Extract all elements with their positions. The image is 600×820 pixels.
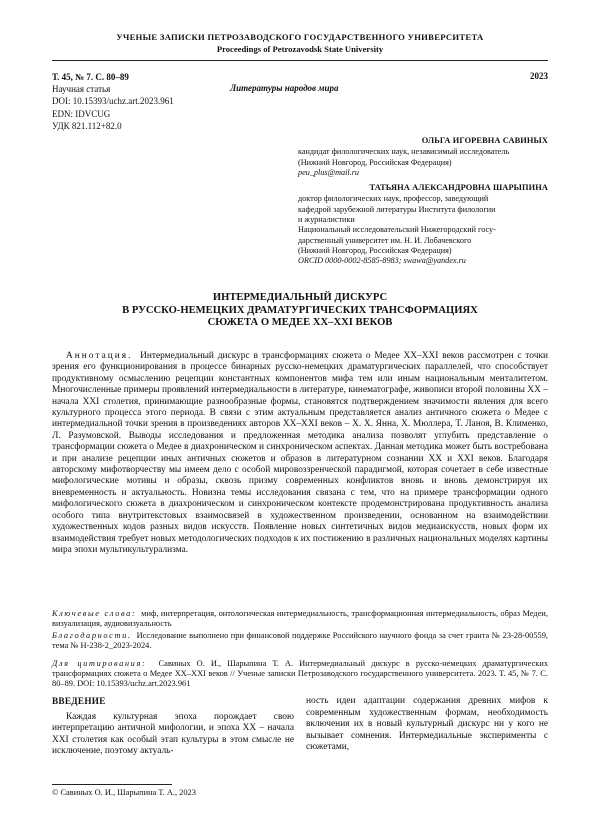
acknowledgments-text: Исследование выполнено при финансовой поддержке Российского научного фонда за счет гранта № 23-28-00559, тема № Н-238-2_2023-2024. <box>52 631 549 651</box>
abstract-text: Интермедиальный дискурс в трансформациях сюжета о Медее XX–XXI веков рассмотрен с точки зрения его функционирования в процессе бинарных русско-немецких драматургических параллелей, что способствует продуктивному осмыслению рецепции константных компонентов мифа тем или иным национальным менталитетом. Многочисленные примеры проявлений интермедиальности в литературе, кинематографе, живописи второй половины XX – начала XXI столетия, принимающие разнообразные формы, становятся подтверждением значимости явления для всего культурного процесса этого периода. В связи с этим актуальным представляется анализ античного сюжета о Медее с интермедиальной точки зрения в произведениях авторов XX–XXI веков – Х. Х. Янна, Х. Мюллера, Т. Ланоя, В. Клименко, Л. Разумовской. Выводы исследования и предложенная методика анализа позволят углубить представление о трансформации сюжета о Медее в диахроническом и синхроническом аспектах. Данная методика может быть востребована и при анализе рецепции иных античных сюжетов и образов в литературном сознании XX и XXI веков. Благодаря авторскому мифотворчеству мы имеем дело с особой мировоззренческой парадигмой, которая сочетает в себе известные мифологические мотивы и образы, сквозь призму современных конфликтов вновь и вновь демонстрируя их вневременность и актуальность. Новизна темы исследования связана с тем, что на примере трансформации одного мифологического сюжета в диахроническом и синхроническом контексте продемонстрирована продуктивность анализа особого типа внутритекстовых взаимосвязей в художественном произведении, основанном на взаимодействии художественных кодов разных видов искусств. Появление новых синтетичных видов медиаискусств, новых форм их взаимодействия требует новых методологических подходов к их постижению в различных национальных моделях картины мира эпохи мультикультурализма. <box>52 351 548 555</box>
citation-label: Для цитирования: <box>52 659 147 668</box>
abstract <box>52 351 548 556</box>
journal-title-en: Proceedings of Petrozavodsk State University <box>216 44 384 54</box>
intro-heading: ВВЕДЕНИЕ <box>52 696 106 706</box>
author-affiliation <box>298 147 548 178</box>
article-type: Научная статья <box>52 84 111 95</box>
keywords <box>52 609 548 629</box>
author-name: ОЛЬГА ИГОРЕВНА САВИНЫХ <box>421 136 548 145</box>
abstract-label: Аннотация. <box>66 351 133 361</box>
author-name: ТАТЬЯНА АЛЕКСАНДРОВНА ШАРЫПИНА <box>369 183 548 193</box>
header-divider <box>52 60 548 61</box>
affiliation-line: и журналистики <box>298 215 355 225</box>
keywords-text: миф, интерпретация, онтологическая интермедиальность, трансформационная интермедиальность, образ Медеи, визуализация, аудиовизуальность <box>52 609 548 629</box>
udk: УДК 821.112+82.0 <box>52 120 122 131</box>
intro-column-right <box>306 696 548 754</box>
year: 2023 <box>530 71 548 81</box>
affiliation-line: доктор филологических наук, профессор, заведующий <box>298 194 489 204</box>
article-meta <box>52 71 174 132</box>
affiliation-line: дарственный университет им. Н. И. Лобачевского <box>298 235 472 245</box>
keywords-label: Ключевые слова: <box>52 609 137 618</box>
journal-section: Литературы народов мира <box>230 83 339 93</box>
article-title <box>52 292 548 330</box>
citation-text: Савиных О. И., Шарыпина Т. А. Интермедиальный дискурс в русско-немецких драматургических трансформациях сюжета о Медее XX–XXI веков // Ученые записки Петрозаводского государственного университета. 2023. Т. 45, № 7. С. 80–89. DOI: 10.15393/uchz.art.2023.961 <box>52 659 549 689</box>
doi[interactable]: DOI: 10.15393/uchz.art.2023.961 <box>52 96 174 107</box>
citation <box>52 659 548 689</box>
authors-block <box>298 136 548 267</box>
journal-title-ru: УЧЕНЫЕ ЗАПИСКИ ПЕТРОЗАВОДСКОГО ГОСУДАРСТВЕННОГО УНИВЕРСИТЕТА <box>116 32 484 42</box>
affiliation-line: кафедрой зарубежной литературы Института филологии <box>298 204 496 214</box>
intro-paragraph: ность идеи адаптации содержания древних мифов к современным художественным формам, необходимость включения их в новый культурный дискурс ни у кого не вызывает сомнения. Интермедиальные эксперименты с сюжетами, <box>306 696 548 752</box>
affiliation-line: (Нижний Новгород, Российская Федерация) <box>298 157 452 167</box>
journal-header <box>0 32 600 54</box>
intro-paragraph: Каждая культурная эпоха порождает свою интерпретацию античной мифологии, и эпоха XX – начала XXI столетия как особый этап культуры в этом смысле не исключение, поэтому актуаль- <box>52 711 294 756</box>
intro-column-left <box>52 696 294 758</box>
title-line: СЮЖЕТА О МЕДЕЕ XX–XXI ВЕКОВ <box>207 317 393 329</box>
copyright: © Савиных О. И., Шарыпина Т. А., 2023 <box>52 788 196 797</box>
footer-divider <box>52 784 172 785</box>
affiliation-line: (Нижний Новгород, Российская Федерация) <box>298 245 452 255</box>
volume-pages: Т. 45, № 7. С. 80–89 <box>52 72 129 82</box>
edn: EDN: IDVCUG <box>52 108 111 119</box>
title-line: ИНТЕРМЕДИАЛЬНЫЙ ДИСКУРС <box>212 292 388 303</box>
acknowledgments <box>52 631 548 651</box>
author-affiliation <box>298 194 548 266</box>
affiliation-line: Национальный исследовательский Нижегородский госу- <box>298 225 496 235</box>
title-line: В РУССКО-НЕМЕЦКИХ ДРАМАТУРГИЧЕСКИХ ТРАНСФОРМАЦИЯХ <box>122 304 478 316</box>
author-email[interactable]: ORCID 0000-0002-8585-8983; swawa@yandex.ru <box>298 256 466 266</box>
affiliation-line: кандидат филологических наук, независимый исследователь <box>298 147 510 157</box>
acknowledgments-label: Благодарности. <box>52 631 132 640</box>
author-email[interactable]: peu_plus@mail.ru <box>298 167 359 177</box>
